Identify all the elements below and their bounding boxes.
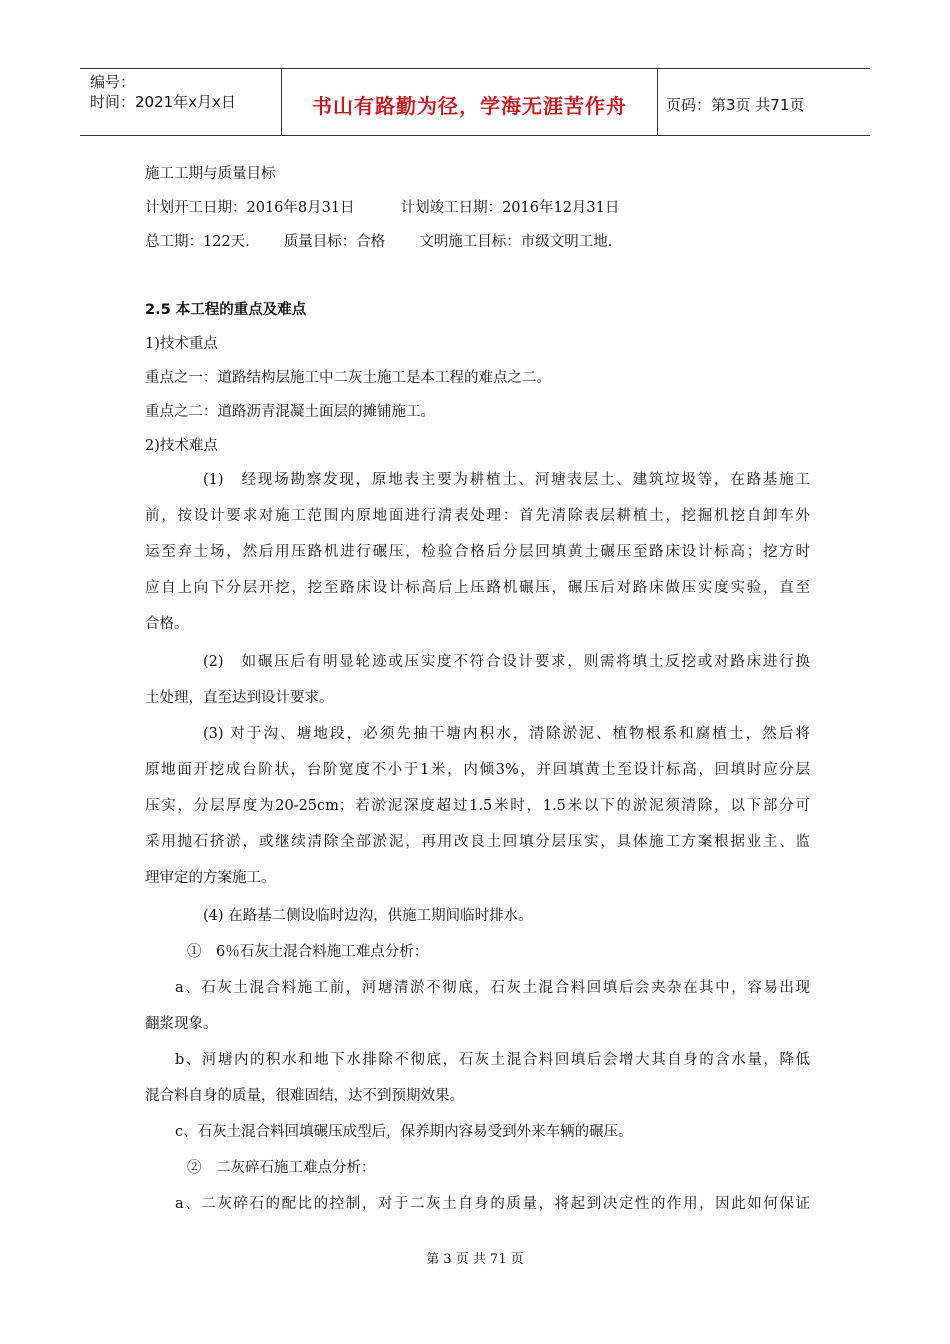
- tech-key-heading: 1)技术重点: [145, 336, 218, 352]
- sub2-a-line1: a、二灰碎石的配比的控制，对于二灰土自身的质量，将起到决定性的作用，因此如何保证: [175, 1196, 810, 1212]
- schedule-goals: [145, 230, 612, 251]
- para1-line3: 运至弃土场，然后用压路机进行碾压，检验合格后分层回填黄土碾压至路床设计标高；挖方时: [145, 544, 810, 560]
- para4: (4) 在路基二侧设临时边沟，供施工期间临时排水。: [203, 908, 533, 924]
- para3-line2: 原地面开挖成台阶状，台阶宽度不小于1米，内倾3%，并回填黄土至设计标高，回填时应分层: [145, 762, 810, 778]
- sub1-b-line2: 混合料自身的质量，很难固结，达不到预期效果。: [145, 1088, 464, 1104]
- para3-line3: 压实，分层厚度为20-25cm；若淤泥深度超过1.5米时，1.5米以下的淤泥须清除，以下部分可: [145, 798, 810, 814]
- time-label: 时间：2021年x月x日: [90, 93, 236, 111]
- header-motto: 书山有路勤为径，学海无涯苦作舟: [282, 69, 658, 135]
- page-footer: 第 3 页 共 71 页: [426, 1252, 524, 1267]
- sub1-b-line1: b、河塘内的积水和地下水排除不彻底，石灰土混合料回填后会增大其自身的含水量，降低: [175, 1052, 810, 1068]
- para3-line4: 采用抛石挤淤，或继续清除全部淤泥，再用改良土回填分层压实，具体施工方案根据业主、监: [145, 834, 810, 850]
- civil-goal: 文明施工目标：市级文明工地.: [419, 234, 613, 250]
- start-date: 计划开工日期：2016年8月31日: [145, 200, 355, 216]
- para3-line1: (3) 对于沟、塘地段，必须先抽干塘内积水，清除淤泥、植物根系和腐植土，然后将: [203, 726, 810, 742]
- para1-line4: 应自上向下分层开挖，挖至路床设计标高后上压路机碾压，碾压后对路床做压实度实验，直至: [145, 580, 810, 596]
- tech-diff-heading: 2)技术难点: [145, 438, 218, 454]
- total-duration: 总工期：122天.: [145, 234, 250, 250]
- key-point-1: 重点之一：道路结构层施工中二灰土施工是本工程的难点之二。: [145, 370, 551, 386]
- end-date: 计划竣工日期：2016年12月31日: [400, 200, 620, 216]
- para2-line1: (2) 如碾压后有明显轮迹或压实度不符合设计要求，则需将填土反挖或对路床进行换: [203, 654, 810, 670]
- sub2-title: ② 二灰碎石施工难点分析：: [187, 1160, 376, 1176]
- sub1-a-line2: 翻浆现象。: [145, 1016, 218, 1032]
- serial-label: 编号：: [90, 73, 136, 91]
- para1-line2: 前，按设计要求对施工范围内原地面进行清表处理：首先清除表层耕植土，挖掘机挖自卸车外: [145, 508, 810, 524]
- quality-goal: 质量目标：合格: [283, 234, 386, 250]
- para1-line1: (1) 经现场勘察发现，原地表主要为耕植土、河塘表层土、建筑垃圾等，在路基施工: [203, 472, 810, 488]
- para1-line5: 合格。: [145, 616, 189, 632]
- schedule-dates: [145, 196, 619, 217]
- sub1-title: ① 6％石灰土混合料施工难点分析：: [187, 944, 429, 960]
- para2-line2: 土处理，直至达到设计要求。: [145, 690, 334, 706]
- key-point-2: 重点之二：道路沥青混凝土面层的摊铺施工。: [145, 404, 435, 420]
- page-header: [80, 68, 870, 136]
- header-meta: [80, 69, 282, 135]
- header-page-label: 页码：第3页 共71页: [666, 95, 805, 114]
- section-title: 2.5 本工程的重点及难点: [145, 302, 307, 318]
- para3-line5: 理审定的方案施工。: [145, 870, 276, 886]
- schedule-heading: 施工工期与质量目标: [145, 166, 276, 182]
- sub1-c: c、石灰土混合料回填碾压成型后，保养期内容易受到外来车辆的碾压。: [175, 1124, 633, 1140]
- sub1-a-line1: a、石灰土混合料施工前，河塘清淤不彻底，石灰土混合料回填后会夹杂在其中，容易出现: [175, 980, 810, 996]
